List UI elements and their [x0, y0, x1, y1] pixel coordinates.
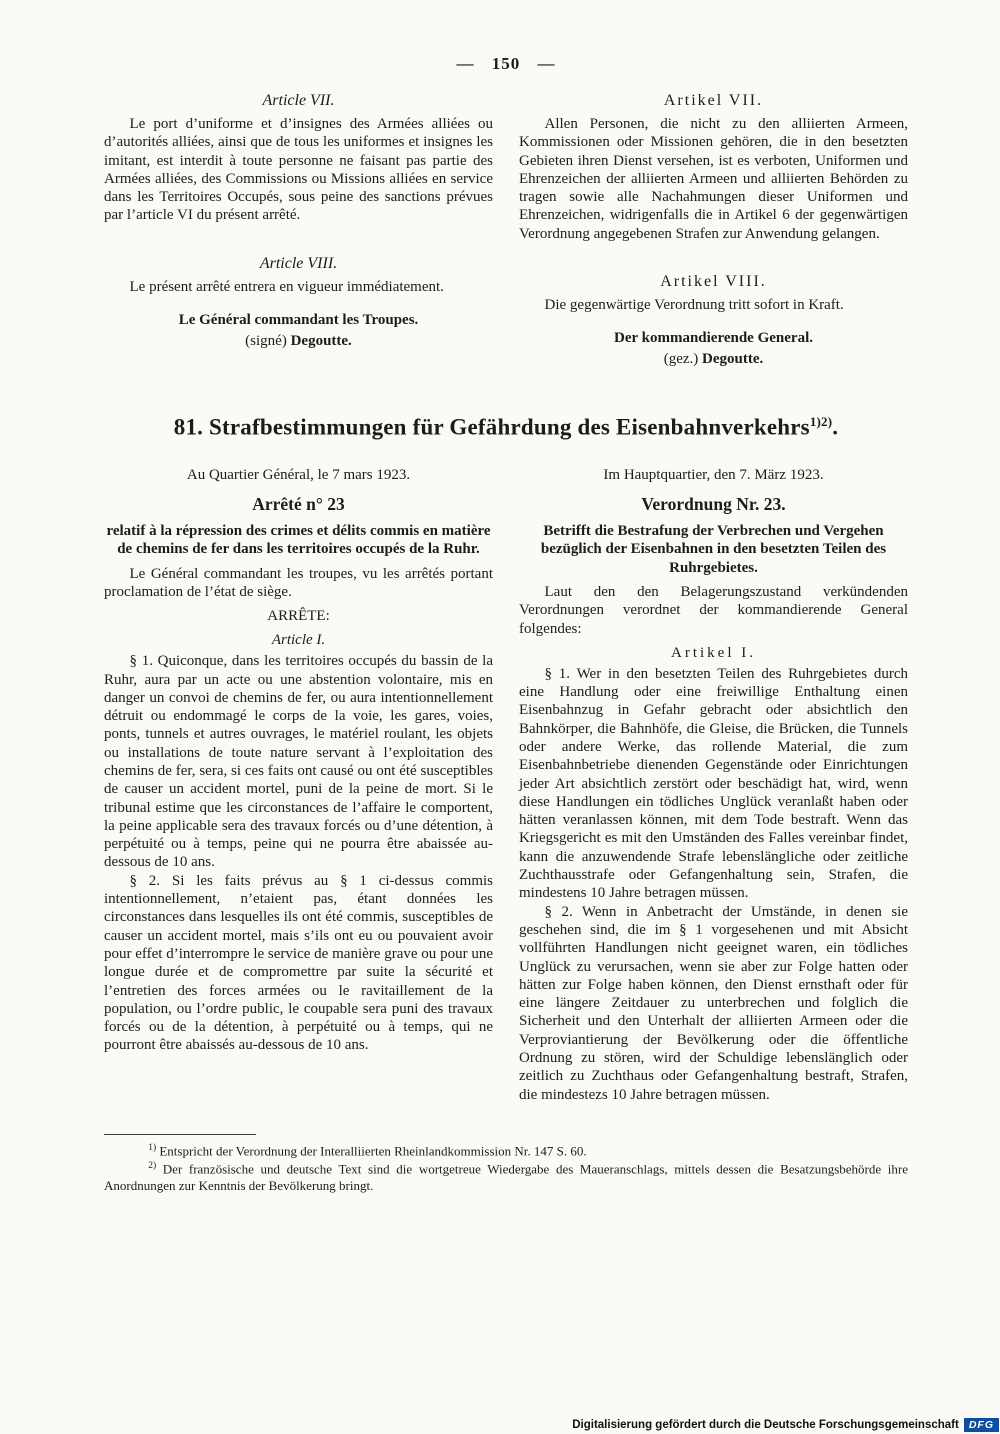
article-8-fr-heading: Article VIII. — [259, 254, 338, 272]
footnote-2 — [104, 1160, 908, 1195]
column-french-top — [104, 92, 493, 368]
article-8-de-heading: Artikel VIII. — [660, 273, 767, 291]
decree-intro-de: Laut den den Belagerungszustand verkündenden Verordnungen verordnet der kommandierende General folgendes: — [519, 583, 908, 637]
page-number: — 150 — — [456, 54, 556, 73]
signature-fr-title: Le Général commandant les Troupes. — [178, 312, 419, 329]
section-81-heading-period: . — [832, 415, 839, 441]
section-81-heading-footnote-refs: 1)2) — [809, 414, 833, 430]
decree-intro-fr: Le Général commandant les troupes, vu les arrêtés portant proclamation de l’état de siège. — [104, 565, 493, 600]
article-1-de-heading: Artikel I. — [671, 644, 756, 661]
section-81-heading-text: 81. Strafbestimmungen für Gefährdung des Eisenbahnverkehrs — [173, 415, 810, 441]
top-section — [104, 92, 908, 368]
column-german-top — [519, 92, 908, 368]
footnote-1-text: Entspricht der Verordnung der Interalliierten Rheinlandkommission Nr. 147 S. 60. — [159, 1143, 587, 1159]
column-french-decree — [104, 467, 493, 1104]
dateline-de: Im Hauptquartier, den 7. März 1923. — [603, 467, 824, 484]
signature-de-prefix: (gez.) — [663, 351, 699, 368]
signature-fr-name: Degoutte. — [290, 333, 352, 350]
article-8-fr-body: Le présent arrêté entrera en vigueur immédiatement. — [129, 278, 444, 295]
signature-de-name: Degoutte. — [702, 351, 764, 368]
decree-subtitle-de: Betrifft die Bestrafung der Verbrechen und Vergehen bezüglich der Eisenbahnen in den besetzten Teilen des Ruhrgebietes. — [540, 523, 887, 576]
footnote-2-text: Der französische und deutsche Text sind die wortgetreue Wiedergabe des Maueranschlags, mittels dessen die Besatzungsbehörde ihre Anordnungen zur Kenntnis der Bevölkerung bringt. — [104, 1161, 909, 1193]
decree-subtitle-fr: relatif à la répression des crimes et délits commis en matière de chemins de fer dans les territoires occupés de la Ruhr. — [106, 523, 491, 558]
signature-fr-prefix: (signé) — [245, 333, 287, 350]
footnotes-section — [104, 1134, 908, 1195]
article-1-fr-heading: Article I. — [271, 632, 326, 649]
footnote-1-marker: 1) — [148, 1142, 157, 1153]
footnote-rule — [104, 1134, 256, 1135]
dfg-logo: DFG — [964, 1418, 999, 1433]
column-german-decree — [519, 467, 908, 1104]
footnote-1 — [104, 1142, 908, 1160]
digitization-credit: Digitalisierung gefördert durch die Deutsche Forschungsgemeinschaft — [572, 1418, 959, 1431]
footnote-2-marker: 2) — [148, 1160, 157, 1171]
decree-title-fr: Arrêté n° 23 — [252, 494, 345, 515]
article-7-de-heading: Artikel VII. — [663, 92, 764, 109]
article-7-de-body: Allen Personen, die nicht zu den alliierten Armeen, Kommissionen oder Missionen gehören, die in den besetzten Gebieten ihren Dienst versehen, ist es verboten, Uniformen und Ehrenzeichen der alliierten Armeen und alliierten Behörden zu tragen sowie alle Nachahmungen dieser Uniformen und Ehrenzeichen, widrigenfalls die in Artikel 6 der gegenwärtigen Verordnung angegebenen Strafen zur Anwendung gelangen. — [519, 116, 908, 242]
enacting-word-fr: ARRÊTE: — [267, 608, 330, 625]
article-7-fr-body: Le port d’uniforme et d’insignes des Armées alliées ou d’autorités alliées, ainsi que de tous les uniformes et insignes les imitant, est interdit à toute personne ne faisant pas partie des Armées alliées, des Commissions ou Missions alliées en service dans les Territoires Occupés, sous peine des sanctions prévues par l’article VI du présent arrêté. — [104, 116, 493, 224]
decree-title-de: Verordnung Nr. 23. — [641, 494, 786, 515]
article-8-de-body: Die gegenwärtige Verordnung tritt sofort in Kraft. — [544, 297, 844, 314]
paragraph-1-fr: § 1. Quiconque, dans les territoires occupés du bassin de la Ruhr, aura par un acte ou une abstention volontaire, mis en danger un convoi de chemins de fer, ou aura intentionnellement détruit ou endommagé le corps de la voie, les gares, voies, ponts, tunnels et autres ouvrages, le matériel roulant, les objets ou installations de toute nature servant à l’exploitation des chemins de fer, sera, si ces faits ont causé ou ont été susceptibles de causer un accident mortel, puni de la peine de mort. Si le tribunal estime que les circonstances de l’affaire le comportent, la peine applicable sera des travaux forcés ou d’une détention, à perpétuité ou à temps, peine qui ne pourra être abaissée au-dessous de 10 ans. — [104, 653, 493, 871]
section-81-heading — [104, 414, 908, 441]
paragraph-2-fr: § 2. Si les faits prévus au § 1 ci-dessus commis intentionnellement, n’etaient pas, étant données les circonstances dans lesquelles ils ont été commis, susceptibles de causer un accident mortel, mais s’ils ont eu ou pouvaient avoir pour effet d’interrompre le service de manière grave ou pour une longue durée et de compromettre par suite la sécurité et l’entretien des forces armées ou le ravitaillement de la population, ou l’ordre public, le coupable sera puni des travaux forcés ou de la détention, à perpétuité ou à temps, qui ne pourront être abaissés au-dessous de 10 ans. — [104, 872, 493, 1054]
paragraph-1-de: § 1. Wer in den besetzten Teilen des Ruhrgebietes durch eine Handlung oder eine freiwillige Enthaltung einen Eisenbahnzug in Gefahr gebracht oder absichtlich den Bahnkörper, die Bahnhöfe, die Gleise, die Brücken, die Tunnels oder andere Werke, das rollende Material, die zum Eisenbahnbetriebe dienenden Gegenstände oder Einrichtungen jeder Art absichtlich zerstört oder beschädigt hat, wird, wenn diese Handlungen ein tödliches Unglück veranlaßt haben oder hätten veranlassen können, mit dem Tode bestraft. Wenn das Kriegsgericht es mit den Umständen des Falles vereinbar findet, kann die anzuwendende Strafe lebenslängliche oder zeitliche Zuchthausstrafe oder Gefangenhaltung sein, Strafen, die mindestens 10 Jahre betragen müssen. — [519, 665, 908, 902]
paragraph-2-de: § 2. Wenn in Anbetracht der Umstände, in denen sie geschehen sind, die im § 1 vorgesehenen und mit Absicht vollführten Handlungen nicht geeignet waren, ein tödliches Unglück zu verursachen, wenn sie aber zur Folge hatten oder hätten zur Folge haben können, den Dienst ernsthaft oder für eine längere Zeitdauer zu unterbrechen und folglich die Sicherheit und den Unterhalt der alliierten Armeen oder die Verproviantierung der Bevölkerung oder die öffentliche Ordnung zu stören, wird der Schuldige lebenslänglich oder zeitlich zu Zuchthaus oder Gefangenhaltung bestraft, Strafen, die mindestezs 10 Jahre betragen müssen. — [519, 903, 908, 1103]
article-7-fr-heading: Article VII. — [262, 92, 335, 109]
section-81-body — [104, 467, 908, 1104]
signature-de-title: Der kommandierende General. — [613, 330, 813, 347]
signature-fr-line — [104, 333, 493, 350]
dateline-fr: Au Quartier Général, le 7 mars 1923. — [186, 467, 411, 484]
digitization-footer — [572, 1418, 1000, 1433]
signature-de-line — [519, 351, 908, 368]
